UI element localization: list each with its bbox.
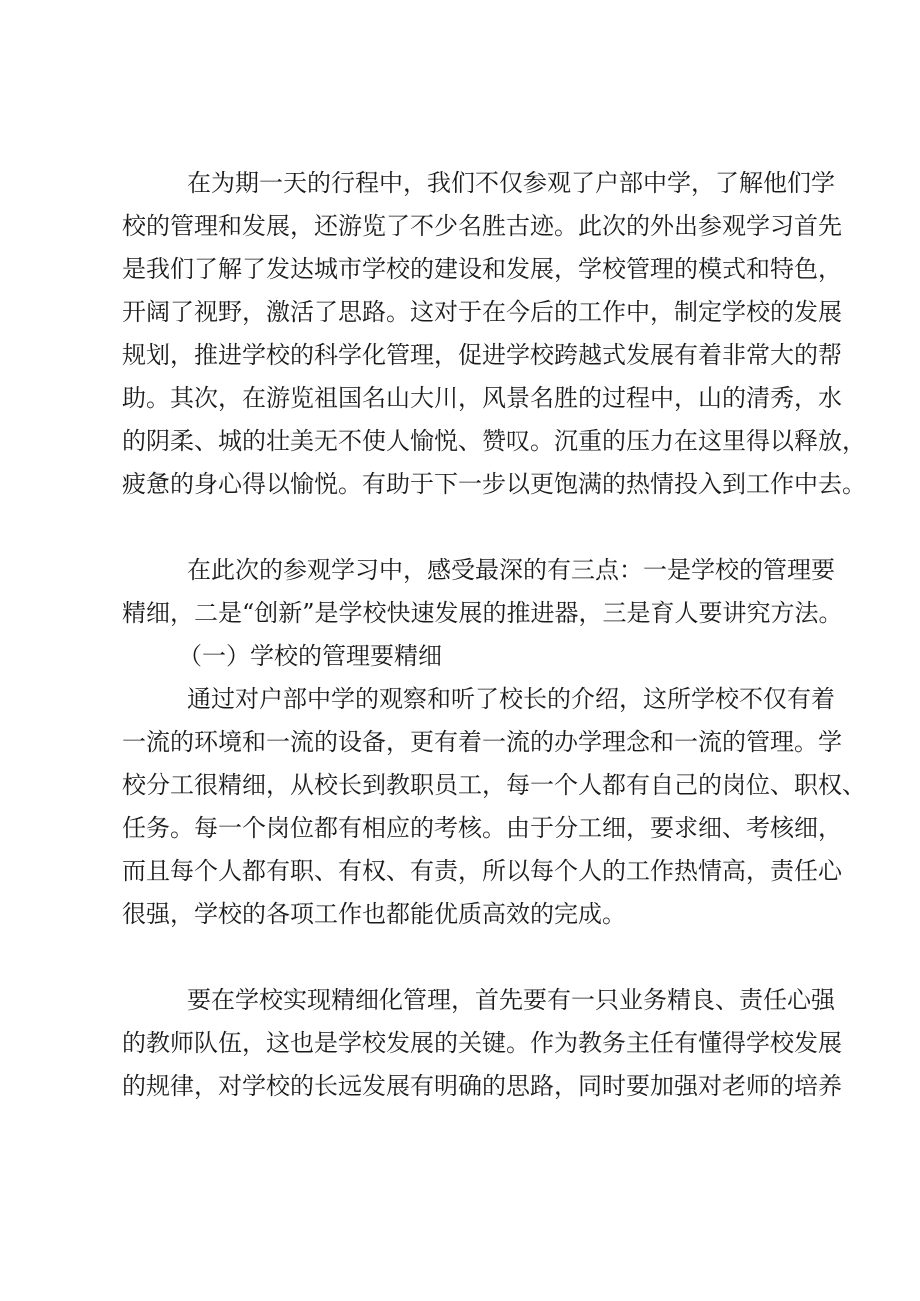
- paragraph-2-line-2: 精细，二是“创新”是学校快速发展的推进器，三是育人要讲究方法。: [122, 599, 843, 627]
- paragraph-1-line-8: 疲惫的身心得以愉悦。有助于下一步以更饱满的热情投入到工作中去。: [122, 470, 866, 498]
- paragraph-2-line-1: 在此次的参观学习中，感受最深的有三点：一是学校的管理要: [187, 556, 835, 584]
- paragraph-1-line-5: 规划，推进学校的科学化管理，促进学校跨越式发展有着非常大的帮: [122, 341, 842, 369]
- paragraph-3-line-1: 通过对户部中学的观察和听了校长的介绍，这所学校不仅有着: [187, 685, 835, 713]
- paragraph-3-line-5: 而且每个人都有职、有权、有责，所以每个人的工作热情高，责任心: [122, 857, 842, 885]
- paragraph-1-line-6: 助。其次，在游览祖国名山大川，风景名胜的过程中，山的清秀，水: [122, 384, 842, 412]
- section-heading: （一）学校的管理要精细: [178, 642, 442, 670]
- paragraph-1-line-7: 的阴柔、城的壮美无不使人愉悦、赞叹。沉重的压力在这里得以释放，: [122, 427, 866, 455]
- paragraph-1-line-2: 校的管理和发展，还游览了不少名胜古迹。此次的外出参观学习首先: [122, 212, 842, 240]
- paragraph-4-line-3: 的规律，对学校的长远发展有明确的思路，同时要加强对老师的培养: [122, 1072, 842, 1100]
- paragraph-4-line-1: 要在学校实现精细化管理，首先要有一只业务精良、责任心强: [187, 986, 835, 1014]
- paragraph-3-line-6: 很强，学校的各项工作也都能优质高效的完成。: [122, 900, 626, 928]
- paragraph-3-line-2: 一流的环境和一流的设备，更有着一流的办学理念和一流的管理。学: [122, 728, 842, 756]
- paragraph-4-line-2: 的教师队伍，这也是学校发展的关键。作为教务主任有懂得学校发展: [122, 1029, 842, 1057]
- paragraph-3-line-4: 任务。每一个岗位都有相应的考核。由于分工细，要求细、考核细，: [122, 814, 842, 842]
- paragraph-3-line-3: 校分工很精细，从校长到教职员工，每一个人都有自己的岗位、职权、: [122, 771, 866, 799]
- paragraph-1-line-3: 是我们了解了发达城市学校的建设和发展，学校管理的模式和特色，: [122, 255, 842, 283]
- paragraph-1-line-1: 在为期一天的行程中，我们不仅参观了户部中学，了解他们学: [187, 169, 835, 197]
- paragraph-1-line-4: 开阔了视野，激活了思路。这对于在今后的工作中，制定学校的发展: [122, 298, 842, 326]
